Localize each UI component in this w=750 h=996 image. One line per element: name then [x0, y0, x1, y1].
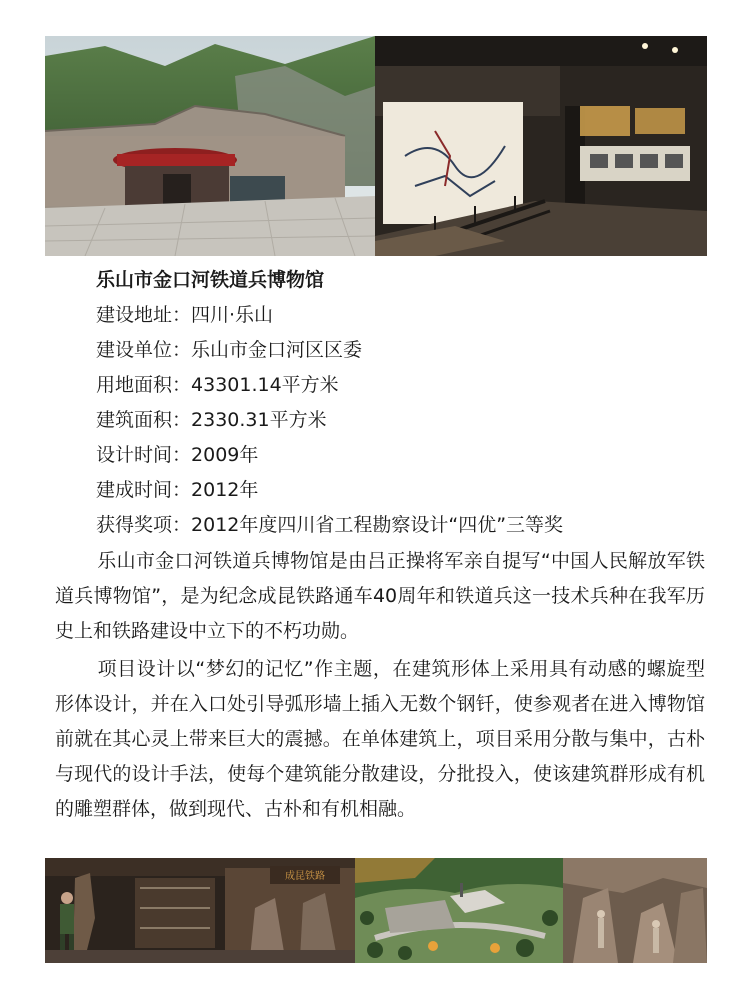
info-label: 获得奖项：: [96, 514, 192, 536]
info-label: 用地面积：: [96, 374, 192, 396]
info-label: 建筑面积：: [96, 409, 192, 431]
info-row-land-area: [96, 368, 716, 403]
info-label: 设计时间：: [96, 444, 192, 466]
paragraph-text: 乐山市金口河铁道兵博物馆是由吕正操将军亲自提写“中国人民解放军铁道兵博物馆”，是为纪念成昆铁路通车40周年和铁道兵这一技术兵种在我军历史上和铁路建设中立下的不朽功勋。: [55, 550, 705, 642]
info-value: 乐山市金口河区区委: [191, 339, 363, 361]
photo-strip: [45, 858, 707, 963]
info-row-builder: [96, 333, 716, 368]
paragraph-text: 项目设计以“梦幻的记忆”作主题，在建筑形体上采用具有动感的螺旋型形体设计，并在入口处引导弧形墙上插入无数个钢钎，使参观者在进入博物馆前就在其心灵上带来巨大的震撼。在单体建筑上，项目采用分散与集中，古朴与现代的设计手法，使每个建筑能分散建设，分批投入，使该建筑群形成有机的雕塑群体，做到现代、古朴和有机相融。: [55, 658, 705, 820]
exhibit-sign-text: 成昆铁路: [285, 871, 325, 882]
info-value: 2009年: [191, 444, 259, 466]
info-row-design-year: [96, 438, 716, 473]
description-paragraph: [55, 544, 705, 649]
info-row-address: [96, 298, 716, 333]
info-value: 2012年度四川省工程勘察设计“四优”三等奖: [191, 514, 564, 536]
info-label: 建设单位：: [96, 339, 192, 361]
info-value: 四川·乐山: [191, 304, 274, 326]
sculpture-photo: [563, 858, 707, 963]
info-value: 43301.14平方米: [191, 374, 339, 396]
info-label: 建设地址：: [96, 304, 192, 326]
museum-interior-photo: [375, 36, 707, 256]
exhibit-hall-photo: [45, 858, 355, 963]
museum-exterior-photo: [45, 36, 375, 256]
info-value: 2330.31平方米: [191, 409, 327, 431]
info-row-award: [96, 508, 716, 543]
info-row-completion-year: [96, 473, 716, 508]
design-paragraph: [55, 652, 705, 827]
aerial-view-photo: [355, 858, 563, 963]
info-row-floor-area: [96, 403, 716, 438]
project-title: 乐山市金口河铁道兵博物馆: [96, 269, 325, 291]
info-label: 建成时间：: [96, 479, 192, 501]
project-info: [96, 262, 716, 543]
info-value: 2012年: [191, 479, 259, 501]
